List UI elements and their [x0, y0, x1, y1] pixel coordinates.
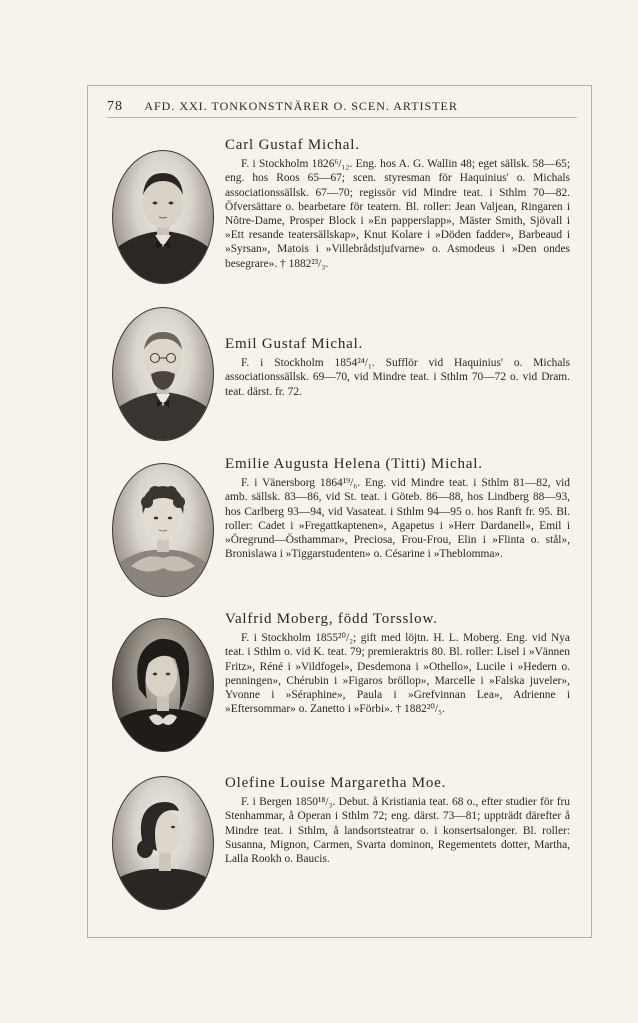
entry-bio: F. i Bergen 1850¹⁸/₃. Debut. å Kristiania teat. 68 o., efter studier för fru Stenhammar, å Operan i Sthlm 72; eng. därst. 73—81; uppträdt därefter å Mindre teat. i Sthlm, å landsortsteatrar o. i konsertsalonger. Bl. roller: Susanna, Mignon, Carmen, Svarta dominon, Regementets dotter, Martha, Lalla Rookh o. Baucis. [225, 796, 570, 866]
entry-name: Olefine Louise Margaretha Moe. [225, 775, 447, 791]
entry-bio: F. i Stockholm 1854²⁴/₁. Sufflör vid Haquinius' o. Michals associationssällsk. 69—70, vid Mindre teat. i Sthlm 70—72 o. vid Dram. teat. därst. fr. 72. [225, 357, 570, 398]
section-title: AFD. XXI. TONKONSTNÄRER O. SCEN. ARTISTER [144, 99, 458, 113]
running-head [107, 99, 577, 118]
portrait-woman-profile-icon [112, 776, 214, 910]
portrait-man-bowtie-icon [112, 150, 214, 284]
entry-name: Emilie Augusta Helena (Titti) Michal. [225, 456, 483, 472]
entry-bio: F. i Stockholm 1855²⁰/₂; gift med löjtn. H. L. Moberg. Eng. vid Nya teat. i Sthlm o. vid K. teat. 79; premieraktris 80. Bl. roller: Lisel i »Vännen Fritz», Réné i »Vildfogel», Desdemona i »Othello», Lucile i »Hedern o. penningen», Chérubin i »Figaros bröllop», Marcelle i »Falska juveler», Yvonne i »Séraphine», Paula i »Grefvinnan Lea», Adrienne i »Eftersommar» o. Zanetto i »Förbi». † 1882²⁰/₅. [225, 632, 570, 716]
portrait-woman-dark-hair-icon [112, 618, 214, 752]
entry-bio: F. i Stockholm 1826⁶/₁₂. Eng. hos A. G. Wallin 48; eget sällsk. 58—65; eng. hos Roos 65—67; scen. styresman för Haquinius' o. Michals associationssällsk. 67—70; regissör vid Mindre teat. i Sthlm 70—82. Öfversättare o. bearbetare för teatern. Bl. roller: Jean Valjean, Ringaren i Nôtre-Dame, Prosper Block i »En papperslapp», Mäster Smith, Sjövall i »Ett resande teatersällskap», Knut Kolare i »Döden fadder», Barbeaud i »Syrsan», Matois i »Villebrådstjufvarne» o. Asmodeus i »Den ondes besegrare». † 1882²³/₃. [225, 158, 570, 270]
entry-bio: F. i Vänersborg 1864¹⁹/₆. Eng. vid Mindre teat. i Sthlm 81—82, vid amb. sällsk. 83—86, vid St. teat. i Göteb. 86—88, hos Lindberg 88—93, hos Carlberg 93—94, vid Vasateat. i Sthlm 94—95 o. hos Ranft fr. 95. Bl. roller: Cadet i »Fregattkaptenen», Agapetus i »Herr Dardanell», Emil i »Öregrund—Östhammar», Preciosa, Frou-Frou, Elin i »Flinta o. stål», Bronislawa i »Tiggarstudenten» o. Césarine i »Theblomma». [225, 477, 570, 561]
portrait-woman-curls-icon [112, 463, 214, 597]
portrait-man-spectacles-icon [112, 307, 214, 441]
entry-name: Carl Gustaf Michal. [225, 137, 360, 153]
entry-name: Emil Gustaf Michal. [225, 336, 364, 352]
page-number: 78 [107, 99, 123, 114]
entry-name: Valfrid Moberg, född Torsslow. [225, 611, 438, 627]
